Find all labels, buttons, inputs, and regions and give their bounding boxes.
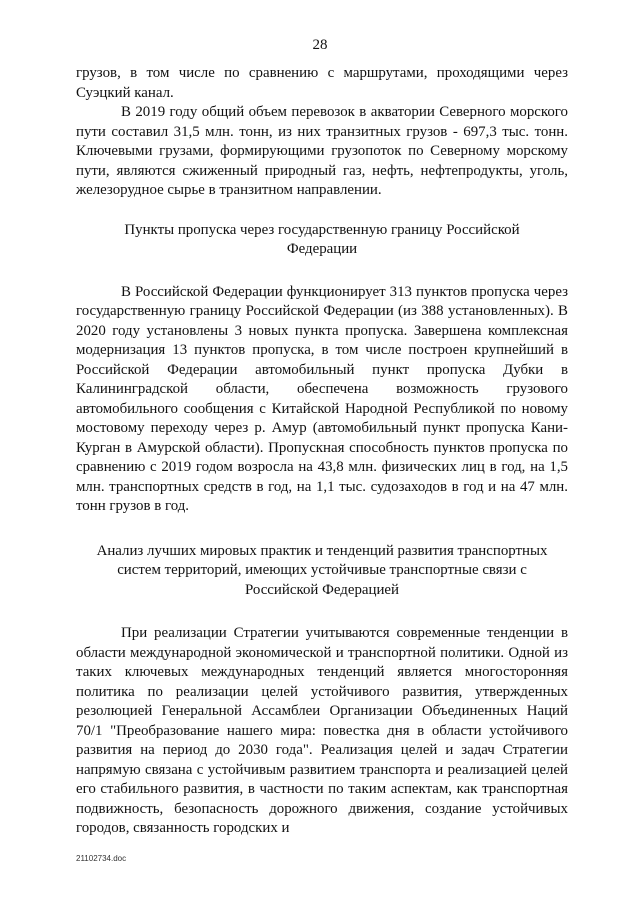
document-file-id: 21102734.doc [76,854,127,863]
paragraph-strategy-trends: При реализации Стратегии учитываются современные тенденции в области международной экономической и транспортной политики. Одной из таких ключевых международных тенденций является многосторонняя политика по реализации целей устойчивого развития, утвержденных резолюцией Генеральной Ассамблеи Организации Объединенных Наций 70/1 "Преобразование нашего мира: повестка дня в области устойчивого развития на период до 2030 года". Реализация целей и задач Стратегии напрямую связана с устойчивым развитием транспорта и реализацией целей его стабильного развития, в частности по таким аспектам, как транспортная подвижность, безопасность дорожного движения, создание устойчивых городов, связанность городских и [76,625,568,836]
paragraph-checkpoints: В Российской Федерации функционирует 313 пунктов пропуска через государственную границу Российской Федерации (из 388 установленных). В 2020 году установлены 3 новых пункта пропуска. Завершена комплексная модернизация 13 пунктов пропуска, в том числе построен крупнейший в Российской Федерации автомобильный пункт пропуска Дубки в Калининградской области, обеспечена возможность грузового автомобильного сообщения с Китайской Народной Республикой по новому мостовому переходу через р. Амур (автомобильный пункт пропуска Кани-Курган в Амурской области). Пропускная способность пунктов пропуска по сравнению с 2019 годом возросла на 43,8 млн. физических лиц в год, на 1,5 млн. транспортных средств в год, на 1,1 тыс. судозаходов в год и на 47 млн. тонн грузов в год. [76,283,568,514]
page-content [76,64,568,839]
paragraph-continuation: грузов, в том числе по сравнению с маршрутами, проходящими через Суэцкий канал. [76,65,568,101]
section-heading-world-practices: Анализ лучших мировых практик и тенденций развития транспортных систем территорий, имеющих устойчивые транспортные связи с Российской Федерацией [96,542,548,598]
section-heading-checkpoints: Пункты пропуска через государственную границу Российской Федерации [124,221,520,257]
page-number: 28 [312,37,328,53]
paragraph-northern-sea-route: В 2019 году общий объем перевозок в акватории Северного морского пути составил 31,5 млн. тонн, из них транзитных грузов - 697,3 тыс. тонн. Ключевыми грузами, формирующими грузопоток по Северному морскому пути, являются сжиженный природный газ, нефть, нефтепродукты, уголь, железорудное сырье в транзитном направлении. [76,104,568,198]
